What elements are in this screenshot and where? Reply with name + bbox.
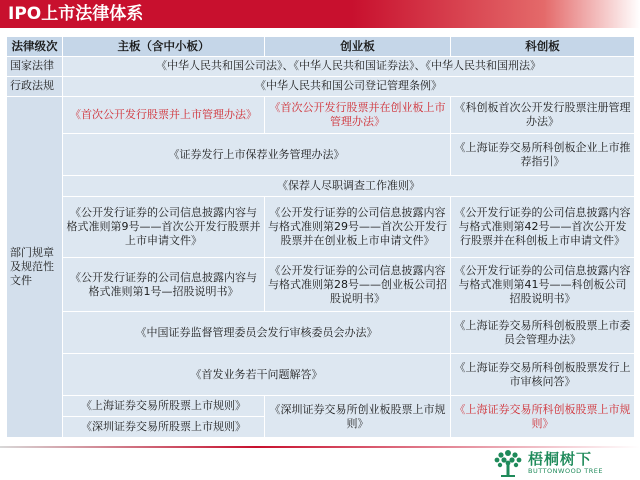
main-ipo-measures-cell: 《首次公开发行股票并上市管理办法》 <box>63 96 265 134</box>
gem-standard-29-cell: 《公开发行证券的公司信息披露内容与格式准则第29号——首次公开发行股票并在创业板上市申请文件》 <box>265 197 451 258</box>
ipo-qa-cell: 《首发业务若干问题解答》 <box>63 354 451 396</box>
due-diligence-cell: 《保荐人尽职调查工作准则》 <box>63 176 635 197</box>
table-row <box>7 76 635 96</box>
table-row <box>7 197 635 258</box>
table-row <box>7 312 635 354</box>
table-row <box>7 257 635 311</box>
gem-ipo-measures-cell: 《首次公开发行股票并在创业板上市管理办法》 <box>265 96 451 134</box>
title-bar <box>0 0 640 28</box>
main-standard-9-cell: 《公开发行证券的公司信息披露内容与格式准则第9号——首次公开发行股票并上市申请文件》 <box>63 197 265 258</box>
table-header-row <box>7 37 635 57</box>
tree-logo-icon <box>492 448 524 478</box>
szse-listing-rules-cell: 《深圳证券交易所股票上市规则》 <box>63 417 265 438</box>
logo-subtitle: BUTTONWOOD TREE <box>528 467 603 475</box>
level-admin-regulation: 行政法规 <box>7 76 63 96</box>
sponsor-business-cell: 《证券发行上市保荐业务管理办法》 <box>63 134 451 176</box>
star-ipo-measures-cell: 《科创板首次公开发行股票注册管理办法》 <box>451 96 635 134</box>
level-department-rules: 部门规章及规范性文件 <box>7 96 63 437</box>
national-law-cell: 《中华人民共和国公司法》、《中华人民共和国证券法》、《中华人民共和国刑法》 <box>63 56 635 76</box>
header-gem-board: 创业板 <box>265 37 451 57</box>
header-star-board: 科创板 <box>451 37 635 57</box>
star-review-qa-cell: 《上海证券交易所科创板股票发行上市审核问答》 <box>451 354 635 396</box>
main-standard-1-cell: 《公开发行证券的公司信息披露内容与格式准则第1号—招股说明书》 <box>63 257 265 311</box>
gem-standard-28-cell: 《公开发行证券的公司信息披露内容与格式准则第28号——创业板公司招股说明书》 <box>265 257 451 311</box>
table-row <box>7 354 635 396</box>
header-level: 法律级次 <box>7 37 63 57</box>
table-row <box>7 396 635 417</box>
table-row <box>7 96 635 134</box>
table-row <box>7 176 635 197</box>
star-recommendation-cell: 《上海证券交易所科创板企业上市推荐指引》 <box>451 134 635 176</box>
review-committee-cell: 《中国证券监督管理委员会发行审核委员会办法》 <box>63 312 451 354</box>
buttonwood-logo <box>492 448 632 478</box>
logo-name: 梧桐树下 <box>528 450 593 468</box>
admin-regulation-cell: 《中华人民共和国公司登记管理条例》 <box>63 76 635 96</box>
law-system-table <box>6 36 635 438</box>
szse-gem-listing-rules-cell: 《深圳证券交易所创业板股票上市规则》 <box>265 396 451 438</box>
star-standard-42-cell: 《公开发行证券的公司信息披露内容与格式准则第42号——首次公开发行股票并在科创板上市申请文件》 <box>451 197 635 258</box>
header-main-board: 主板（含中小板） <box>63 37 265 57</box>
sse-star-listing-rules-cell: 《上海证券交易所科创板股票上市规则》 <box>451 396 635 438</box>
star-standard-41-cell: 《公开发行证券的公司信息披露内容与格式准则第41号——科创板公司招股说明书》 <box>451 257 635 311</box>
star-listing-committee-cell: 《上海证券交易所科创板股票上市委员会管理办法》 <box>451 312 635 354</box>
sse-listing-rules-cell: 《上海证券交易所股票上市规则》 <box>63 396 265 417</box>
page-title: IPO上市法律体系 <box>8 4 144 24</box>
table-row <box>7 134 635 176</box>
level-national-law: 国家法律 <box>7 56 63 76</box>
table-row <box>7 56 635 76</box>
